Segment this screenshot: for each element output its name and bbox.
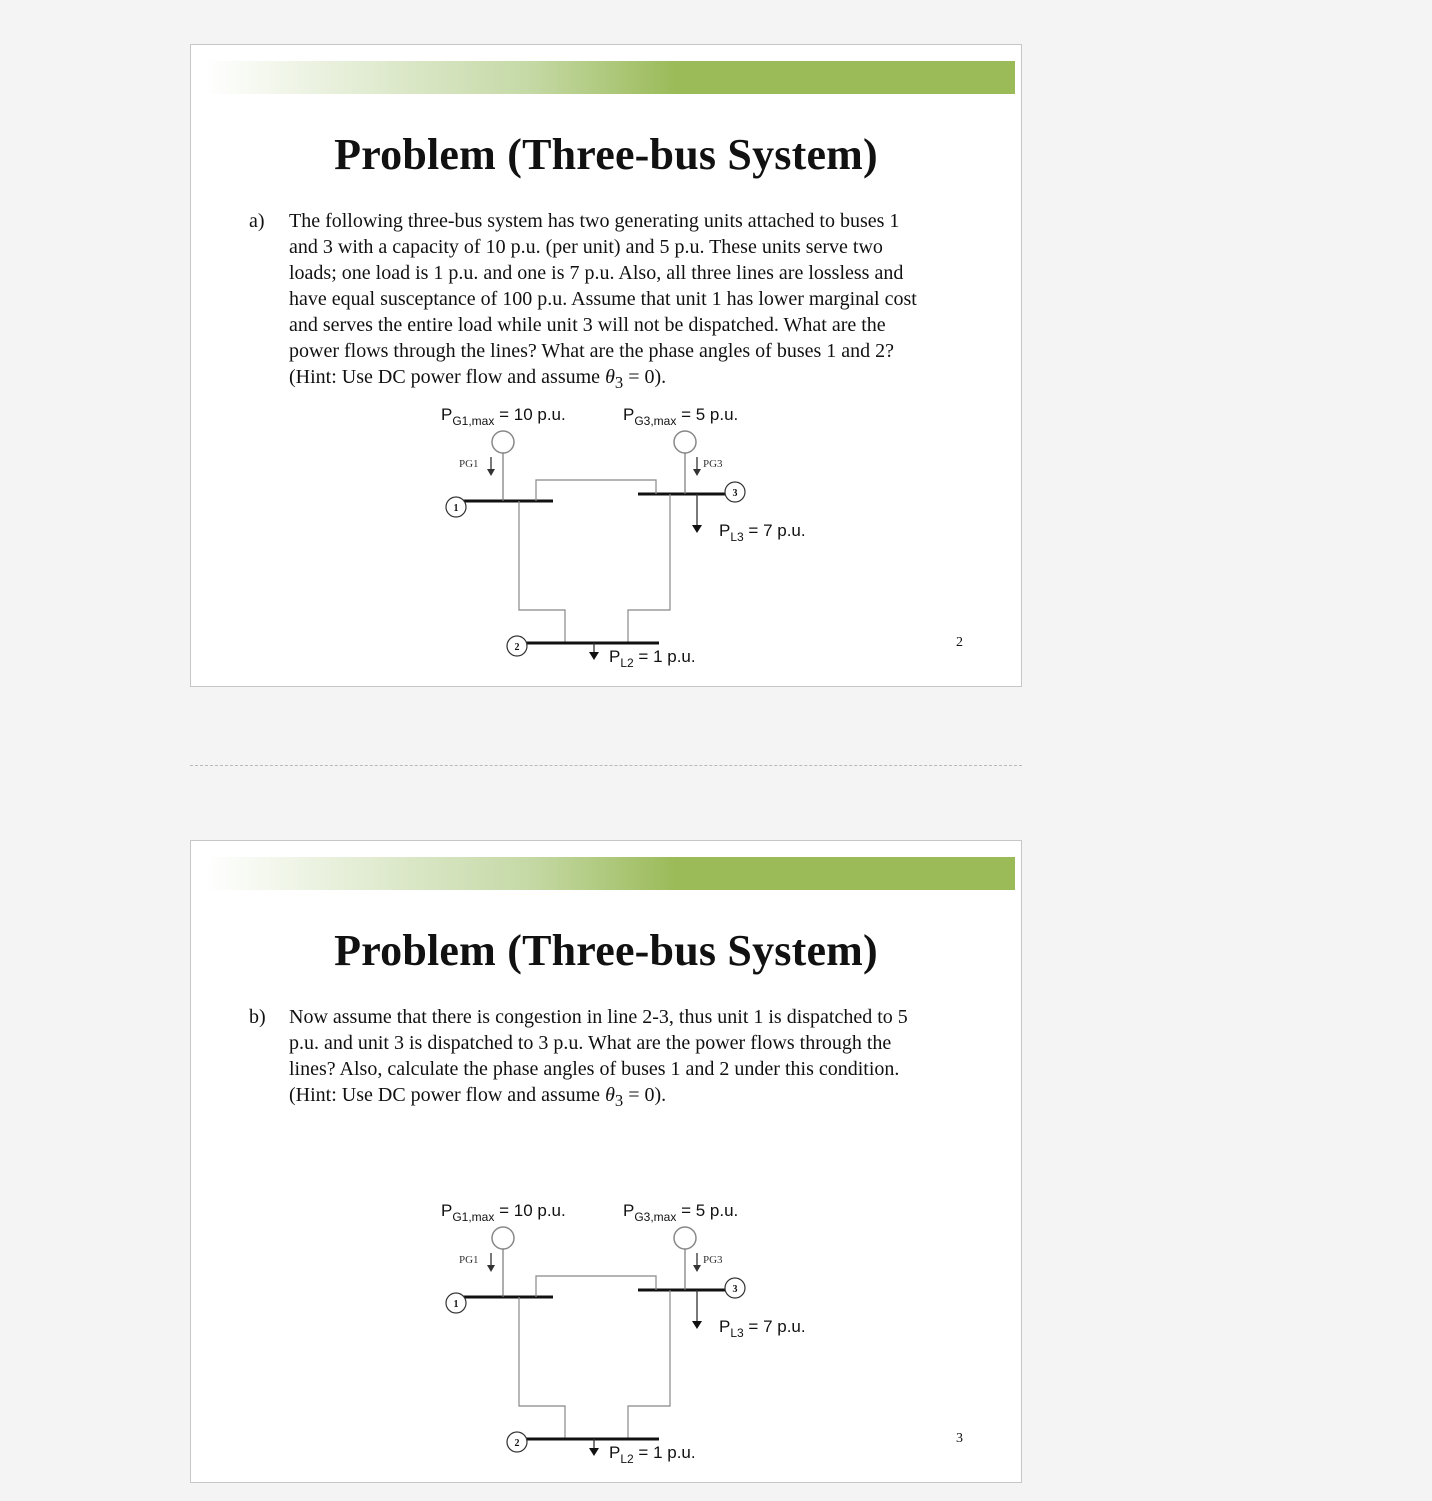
- pl3-label: $P_{L3} = 7$ p.u.: [719, 521, 806, 544]
- question-text: [289, 1004, 979, 1114]
- pg1-max-label: $P_{G1,max} = 10$ p.u.: [441, 1201, 566, 1224]
- bus-1-number: 1: [453, 503, 459, 514]
- bus-2-number: 2: [514, 642, 520, 653]
- arrow-down-icon: [692, 1321, 702, 1329]
- bus-2-number: 2: [514, 1438, 520, 1449]
- line-1-3: [536, 480, 656, 501]
- accent-bar: [205, 61, 1015, 94]
- arrow-down-icon: [487, 469, 495, 476]
- theta-symbol: θ: [605, 366, 615, 388]
- slide-3: [190, 840, 1022, 1483]
- arrow-down-icon: [693, 1265, 701, 1272]
- accent-bar: [205, 857, 1015, 890]
- question-line: and 3 with a capacity of 10 p.u. (per unit) and 5 p.u. These units serve two: [289, 236, 883, 258]
- slide-title: Problem (Three-bus System): [334, 130, 878, 179]
- arrow-down-icon: [692, 525, 702, 533]
- pg1-label: PG1: [459, 458, 479, 470]
- theta-subscript: 3: [614, 1091, 624, 1110]
- question-label: b): [249, 1006, 266, 1028]
- hint-line: [289, 1082, 979, 1114]
- question-line: and serves the entire load while unit 3 will not be dispatched. What are the: [289, 314, 886, 336]
- question-line: The following three-bus system has two generating units attached to buses 1: [289, 210, 900, 232]
- arrow-down-icon: [589, 1448, 599, 1456]
- generator-1-icon: [492, 431, 514, 453]
- pl2-label: $P_{L2} = 1$ p.u.: [609, 1443, 696, 1466]
- line-2-3: [628, 1290, 670, 1439]
- question-text: [289, 208, 979, 396]
- bus-3-number: 3: [732, 1284, 738, 1295]
- pg3-max-label: $P_{G3,max} = 5$ p.u.: [623, 405, 739, 428]
- bus-3-number: 3: [732, 488, 738, 499]
- question-line: Now assume that there is congestion in line 2-3, thus unit 1 is dispatched to 5: [289, 1006, 908, 1028]
- hint-suffix: = 0).: [623, 366, 667, 388]
- pg1-label: PG1: [459, 1254, 479, 1266]
- pg3-label: PG3: [703, 1254, 723, 1266]
- pl3-label: $P_{L3} = 7$ p.u.: [719, 1317, 806, 1340]
- question-line: have equal susceptance of 100 p.u. Assume that unit 1 has lower marginal cost: [289, 288, 917, 310]
- hint-line: [289, 364, 979, 396]
- question-line: power flows through the lines? What are the phase angles of buses 1 and 2?: [289, 340, 895, 362]
- bus-1-number: 1: [453, 1299, 459, 1310]
- hint-prefix: (Hint: Use DC power flow and assume: [289, 366, 606, 388]
- slide-2: [190, 44, 1022, 687]
- arrow-down-icon: [693, 469, 701, 476]
- pg1-max-label: $P_{G1,max} = 10$ p.u.: [441, 405, 566, 428]
- three-bus-diagram: [191, 395, 1023, 685]
- question-line: lines? Also, calculate the phase angles of buses 1 and 2 under this condition.: [289, 1058, 900, 1080]
- page-number: 2: [956, 635, 963, 650]
- hint-prefix: (Hint: Use DC power flow and assume: [289, 1084, 606, 1106]
- pl2-label: $P_{L2} = 1$ p.u.: [609, 647, 696, 670]
- theta-symbol: θ: [605, 1084, 615, 1106]
- question-line: p.u. and unit 3 is dispatched to 3 p.u. What are the power flows through the: [289, 1032, 892, 1054]
- three-bus-diagram: [191, 1191, 1023, 1481]
- pg3-label: PG3: [703, 458, 723, 470]
- slide-title: Problem (Three-bus System): [334, 926, 878, 975]
- page-separator: [190, 765, 1022, 766]
- arrow-down-icon: [589, 652, 599, 660]
- theta-subscript: 3: [614, 373, 624, 392]
- line-1-3: [536, 1276, 656, 1297]
- arrow-down-icon: [487, 1265, 495, 1272]
- page-number: 3: [956, 1431, 963, 1446]
- line-1-2: [519, 1297, 565, 1439]
- pg3-max-label: $P_{G3,max} = 5$ p.u.: [623, 1201, 739, 1224]
- hint-suffix: = 0).: [623, 1084, 667, 1106]
- line-2-3: [628, 494, 670, 643]
- line-1-2: [519, 501, 565, 643]
- generator-3-icon: [674, 1227, 696, 1249]
- question-label: a): [249, 210, 265, 232]
- generator-1-icon: [492, 1227, 514, 1249]
- generator-3-icon: [674, 431, 696, 453]
- question-line: loads; one load is 1 p.u. and one is 7 p.u. Also, all three lines are lossless and: [289, 262, 904, 284]
